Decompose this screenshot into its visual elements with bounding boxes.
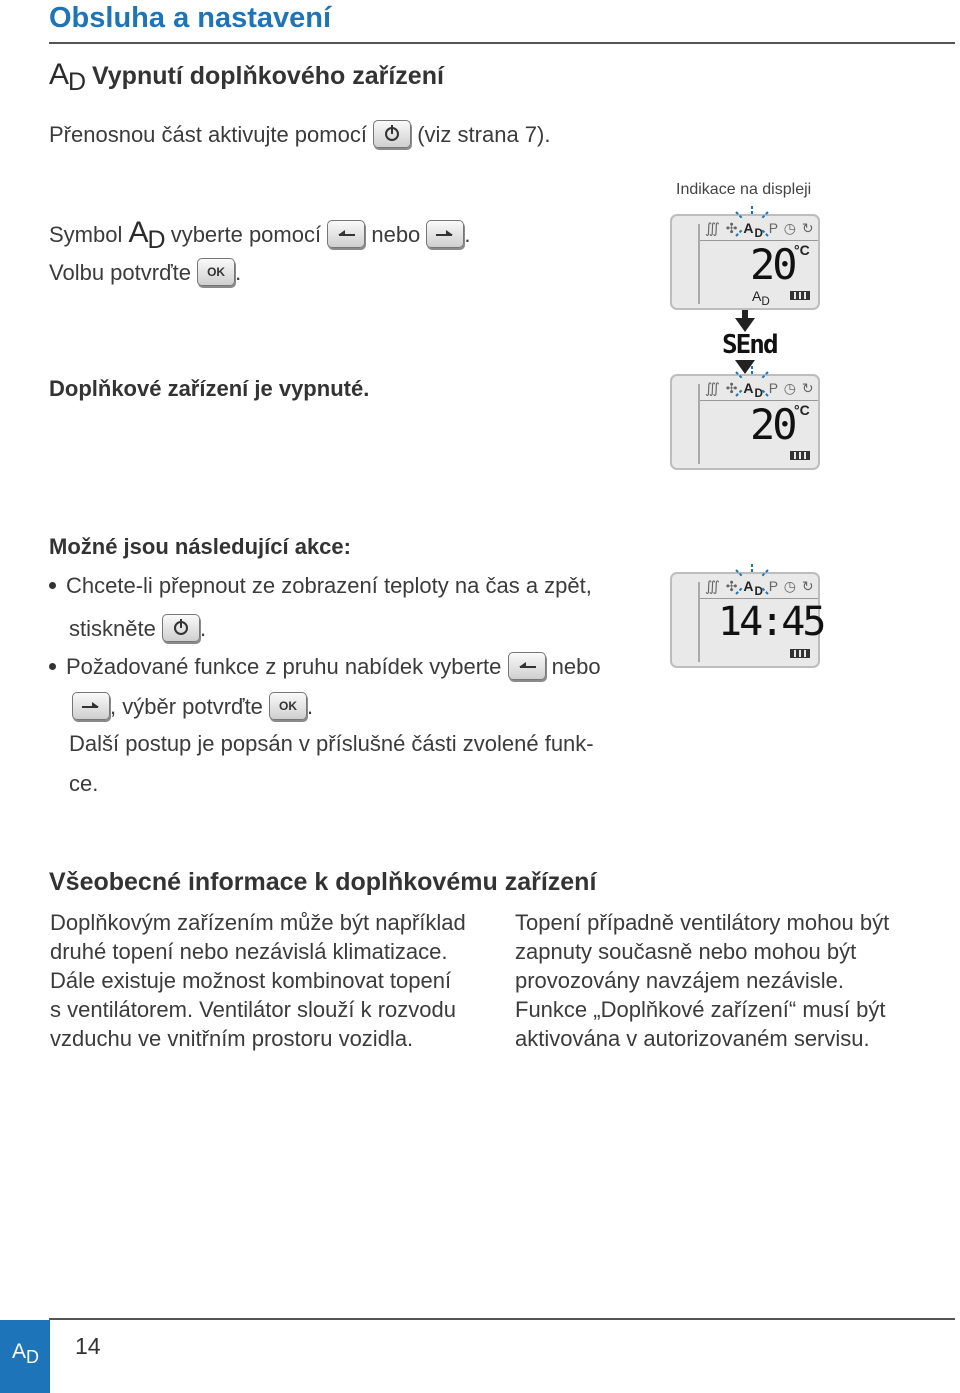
power-key-icon bbox=[373, 120, 411, 148]
battery-icon bbox=[790, 291, 810, 300]
lcd-unit: °C bbox=[794, 242, 810, 258]
paragraph-line: zapnuty současně nebo mohou být bbox=[515, 939, 857, 964]
action-bullet-2-line3: Další postup je popsán v příslušné části zvolené funk- bbox=[69, 731, 594, 756]
paragraph-line: provozovány navzájem nezávisle. bbox=[515, 968, 844, 993]
power-key-icon bbox=[162, 614, 200, 642]
ad-symbol-icon: AD bbox=[128, 216, 165, 254]
ad-symbol-icon: AD bbox=[49, 58, 86, 96]
instruction-line-3: Volbu potvrďte OK . bbox=[49, 259, 242, 285]
lcd-send-text: SEnd bbox=[722, 330, 777, 360]
lcd-menu-icons: ∭ ✣ $A_D$ P ◷ ↻ bbox=[705, 220, 815, 240]
action-bullet-2-line4: ce. bbox=[69, 771, 99, 796]
blink-spark-icon bbox=[732, 366, 772, 406]
paragraph-line: s ventilátorem. Ventilátor slouží k rozvodu bbox=[50, 997, 456, 1022]
general-info-col-2 bbox=[515, 908, 889, 1053]
paragraph-line: aktivována v autorizovaném servisu. bbox=[515, 1026, 870, 1051]
right-key-icon bbox=[426, 220, 464, 248]
display-caption: Indikace na displeji bbox=[676, 181, 812, 198]
paragraph-line: Topení případně ventilátory mohou být bbox=[515, 910, 890, 935]
ok-key-icon: OK bbox=[197, 258, 235, 286]
lcd-menu-icons: ∭ ✣ $A_D$ P ◷ ↻ bbox=[705, 380, 815, 400]
instruction-line-2: Symbol AD vyberte pomocí nebo . bbox=[49, 216, 471, 254]
lcd-unit: °C bbox=[794, 402, 810, 418]
paragraph-line: Doplňkovým zařízením může být například bbox=[50, 910, 466, 935]
paragraph-line: vzduchu ve vnitřním prostoru vozidla. bbox=[50, 1026, 414, 1051]
result-text: Doplňkové zařízení je vypnuté. bbox=[49, 376, 370, 401]
action-bullet-1: Chcete-li přepnout ze zobrazení teploty na čas a zpět, bbox=[49, 575, 592, 597]
blink-spark-icon bbox=[732, 564, 772, 604]
header-rule bbox=[49, 42, 955, 44]
bullet-icon bbox=[49, 663, 56, 670]
footer-ad-badge bbox=[0, 1320, 50, 1393]
action-bullet-2-cont: , výběr potvrďte OK . bbox=[72, 694, 313, 722]
action-bullet-1-cont: stiskněte . bbox=[69, 615, 207, 641]
paragraph-line: druhé topení nebo nezávislá klimatizace. bbox=[50, 939, 448, 964]
action-bullet-2: Požadované funkce z pruhu nabídek vyberte nebo bbox=[49, 654, 601, 682]
page-title: Obsluha a nastavení bbox=[49, 2, 332, 34]
general-info-col-1 bbox=[50, 908, 466, 1053]
general-info-heading: Všeobecné informace k doplňkovému zařízení bbox=[49, 868, 597, 896]
lcd-temperature: 20 bbox=[750, 240, 795, 289]
actions-heading: Možné jsou následující akce: bbox=[49, 534, 351, 559]
lcd-menu-icons: ∭ ✣ $A_D$ P ◷ ↻ bbox=[705, 578, 815, 598]
left-key-icon bbox=[327, 220, 365, 248]
paragraph-line: Funkce „Doplňkové zařízení“ musí být bbox=[515, 997, 886, 1022]
bullet-icon bbox=[49, 582, 56, 589]
section-heading-switch-off: AD Vypnutí doplňkového zařízení bbox=[49, 58, 444, 96]
ad-symbol-icon: AD bbox=[12, 1340, 40, 1367]
ok-key-icon: OK bbox=[269, 692, 307, 720]
footer-rule bbox=[49, 1318, 955, 1320]
lcd-temperature: 20 bbox=[750, 400, 795, 449]
lcd-time: 14:45 bbox=[718, 599, 824, 645]
page-number: 14 bbox=[75, 1333, 101, 1359]
blink-spark-icon bbox=[732, 206, 772, 246]
battery-icon bbox=[790, 451, 810, 460]
instruction-line-1: Přenosnou část aktivujte pomocí (viz strana 7). bbox=[49, 121, 551, 147]
battery-icon bbox=[790, 649, 810, 658]
ad-symbol-icon: $A_D$ bbox=[752, 288, 770, 308]
paragraph-line: Dále existuje možnost kombinovat topení bbox=[50, 968, 452, 993]
left-key-icon bbox=[508, 652, 546, 680]
right-key-icon bbox=[72, 692, 110, 720]
